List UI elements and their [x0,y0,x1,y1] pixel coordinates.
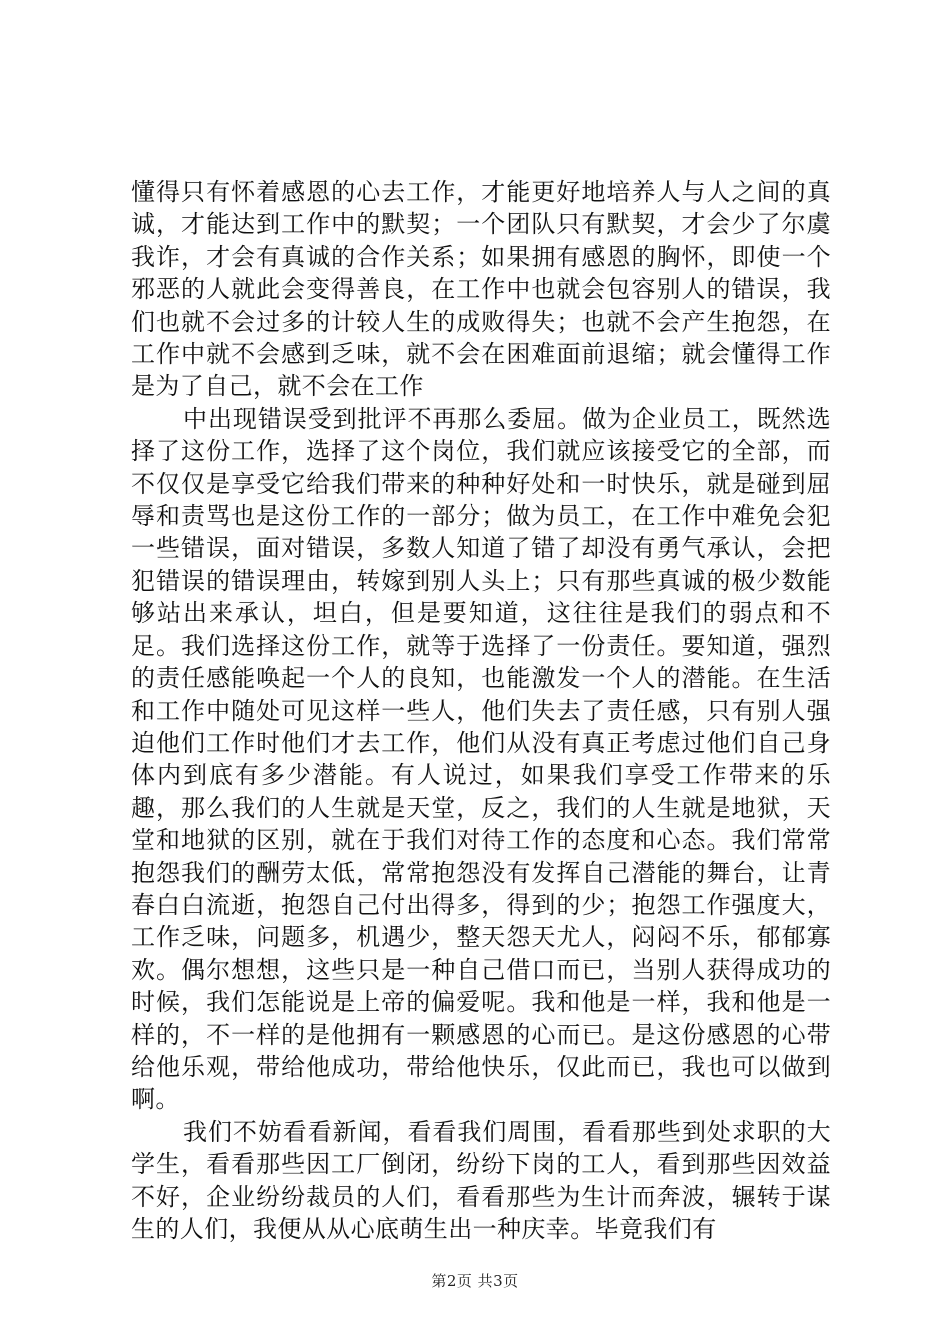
paragraph-3: 我们不妨看看新闻，看看我们周围，看看那些到处求职的大学生，看看那些因工厂倒闭，纷纷下岗的工人，看到那些因效益不好，企业纷纷裁员的人们，看看那些为生计而奔波，辗转于谋生的人们，我便从从心底萌生出一种庆幸。毕竟我们有 [131,1117,831,1243]
page-footer: 第2页 共3页 [431,1272,519,1290]
paragraph-1: 懂得只有怀着感恩的心去工作，才能更好地培养人与人之间的真诚，才能达到工作中的默契；一个团队只有默契，才会少了尔虞我诈，才会有真诚的合作关系；如果拥有感恩的胸怀，即使一个邪恶的人就此会变得善良，在工作中也就会包容别人的错误，我们也就不会过多的计较人生的成败得失；也就不会产生抱怨，在工作中就不会感到乏味，就不会在困难面前退缩；就会懂得工作是为了自己，就不会在工作 [131,178,831,401]
paragraph-2: 中出现错误受到批评不再那么委屈。做为企业员工，既然选择了这份工作，选择了这个岗位，我们就应该接受它的全部，而不仅仅是享受它给我们带来的种种好处和一时快乐，就是碰到屈辱和责骂也是这份工作的一部分；做为员工，在工作中难免会犯一些错误，面对错误，多数人知道了错了却没有勇气承认，会把犯错误的错误理由，转嫁到别人头上；只有那些真诚的极少数能够站出来承认，坦白，但是要知道，这往往是我们的弱点和不足。我们选择这份工作，就等于选择了一份责任。要知道，强烈的责任感能唤起一个人的良知，也能激发一个人的潜能。在生活和工作中随处可见这样一些人，他们失去了责任感，只有别人强迫他们工作时他们才去工作，他们从没有真正考虑过他们自己身体内到底有多少潜能。有人说过，如果我们享受工作带来的乐趣，那么我们的人生就是天堂，反之，我们的人生就是地狱，天堂和地狱的区别，就在于我们对待工作的态度和心态。我们常常抱怨我们的酬劳太低，常常抱怨没有发挥自己潜能的舞台，让青春白白流逝，抱怨自己付出得多，得到的少；抱怨工作强度大，工作乏味，问题多，机遇少，整天怨天尤人，闷闷不乐，郁郁寡欢。偶尔想想，这些只是一种自己借口而已，当别人获得成功的时候，我们怎能说是上帝的偏爱呢。我和他是一样，我和他是一样的，不一样的是他拥有一颗感恩的心而已。是这份感恩的心带给他乐观，带给他成功，带给他快乐，仅此而已，我也可以做到啊。 [131,404,831,1114]
body-text [131,176,831,1245]
